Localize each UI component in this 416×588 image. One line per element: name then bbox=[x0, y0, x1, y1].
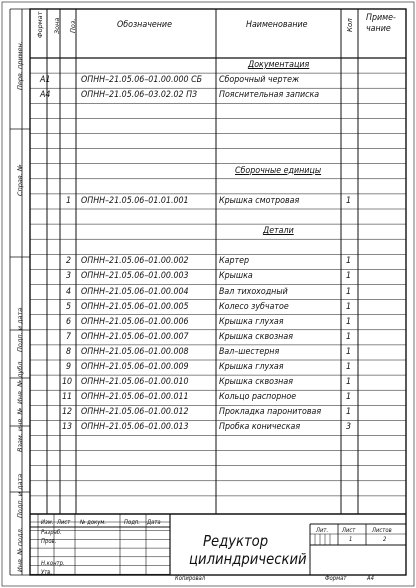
header-format: Формат bbox=[36, 11, 44, 38]
side-podp-data-2: Подп. и дата bbox=[16, 473, 24, 518]
header-pos: Поз. bbox=[69, 18, 77, 33]
cell-position: 11 bbox=[62, 392, 73, 403]
side-sprav: Справ. № bbox=[16, 164, 24, 196]
cell-position: 2 bbox=[66, 256, 72, 267]
cell-qty: 1 bbox=[346, 331, 352, 342]
cell-designation: ОПНН–21.05.06–01.00.012 bbox=[81, 407, 189, 418]
cell-designation: ОПНН–21.05.06–01.00.002 bbox=[81, 256, 189, 267]
stamp-nkontr: Н.контр. bbox=[41, 560, 65, 567]
cell-designation: ОПНН–21.05.06–01.00.004 bbox=[81, 286, 189, 297]
stamp-list-value: 1 bbox=[349, 536, 353, 543]
cell-qty: 1 bbox=[346, 286, 352, 297]
stamp-title-line2: цилиндрический bbox=[189, 550, 307, 568]
header-zone: Зона bbox=[53, 17, 61, 34]
cell-name: Картер bbox=[219, 256, 250, 267]
cell-designation: ОПНН–21.05.06–01.01.001 bbox=[81, 195, 189, 206]
cell-name: Крышка bbox=[219, 271, 253, 282]
cell-name: Вал тихоходный bbox=[219, 286, 288, 297]
cell-position: 5 bbox=[66, 301, 72, 312]
cell-designation: ОПНН–21.05.06–01.00.000 СБ bbox=[81, 75, 203, 86]
cell-name: Крышка глухая bbox=[219, 316, 284, 327]
stamp-razrab: Разраб. bbox=[41, 529, 62, 536]
cell-qty: 1 bbox=[346, 377, 352, 388]
cell-designation: ОПНН–21.05.06–01.00.010 bbox=[81, 377, 189, 388]
cell-position: 4 bbox=[66, 286, 72, 297]
cell-name: Колесо зубчатое bbox=[219, 301, 289, 312]
stamp-data: Дата bbox=[147, 519, 161, 526]
side-podp-data-1: Подп. и дата bbox=[16, 307, 24, 352]
stamp-utv: Утв. bbox=[41, 569, 53, 576]
cell-qty: 1 bbox=[346, 316, 352, 327]
stamp-listov-value: 2 bbox=[383, 536, 387, 543]
cell-position: 8 bbox=[66, 346, 72, 357]
cell-qty: 1 bbox=[346, 271, 352, 282]
cell-designation: ОПНН–21.05.06–01.00.005 bbox=[81, 301, 189, 312]
stamp-title-line1: Редуктор bbox=[203, 532, 269, 550]
cell-position: 13 bbox=[62, 422, 73, 433]
stamp-prov: Пров. bbox=[41, 538, 57, 545]
cell-qty: 1 bbox=[346, 346, 352, 357]
cell-name: Прокладка паронитовая bbox=[219, 407, 322, 418]
footer-format: Формат bbox=[325, 575, 347, 582]
cell-name: Крышка глухая bbox=[219, 362, 284, 372]
cell-name: Пояснительная записка bbox=[219, 90, 320, 101]
side-inv-dubl: Инв. № дубл. bbox=[16, 359, 24, 404]
header-qty: Кол bbox=[346, 18, 354, 32]
side-vzam-inv: Взам. инв. № bbox=[16, 407, 24, 452]
cell-name: Крышка сквозная bbox=[219, 331, 293, 342]
stamp-podp: Подп. bbox=[124, 519, 140, 526]
stamp-izm: Изм. bbox=[41, 519, 54, 526]
header-name: Наименование bbox=[246, 20, 308, 30]
cell-position: 9 bbox=[66, 362, 72, 372]
cell-designation: ОПНН–21.05.06–01.00.006 bbox=[81, 316, 189, 327]
stamp-listov-label: Листов bbox=[372, 527, 392, 534]
cell-designation: ОПНН–21.05.06–01.00.011 bbox=[81, 392, 189, 403]
footer-kopiroval: Копировал bbox=[175, 575, 206, 582]
cell-qty: 1 bbox=[346, 362, 352, 372]
side-inv-podl: Инв. № подл. bbox=[16, 527, 24, 572]
cell-position: 10 bbox=[62, 377, 73, 388]
cell-name: Крышка сквозная bbox=[219, 377, 293, 388]
cell-qty: 1 bbox=[346, 392, 352, 403]
cell-position: 3 bbox=[66, 271, 72, 282]
cell-name: Кольцо распорное bbox=[219, 392, 297, 403]
cell-name: Крышка смотровая bbox=[219, 195, 300, 206]
cell-designation: ОПНН–21.05.06–01.00.007 bbox=[81, 331, 189, 342]
side-perv-primen: Перв. примен. bbox=[16, 41, 24, 90]
cell-format: А1 bbox=[40, 75, 51, 86]
stamp-list: Лист bbox=[57, 519, 71, 526]
cell-position: 7 bbox=[66, 331, 72, 342]
stamp-list-label: Лист bbox=[342, 527, 356, 534]
cell-position: 12 bbox=[62, 407, 73, 418]
cell-qty: 1 bbox=[346, 256, 352, 267]
stamp-lit: Лит. bbox=[316, 527, 329, 534]
cell-qty: 1 bbox=[346, 195, 352, 206]
header-note-line2: чание bbox=[366, 24, 391, 34]
cell-designation: ОПНН–21.05.06–01.00.009 bbox=[81, 362, 189, 372]
cell-designation: ОПНН–21.05.06–03.02.02 ПЗ bbox=[81, 90, 198, 101]
header-designation: Обозначение bbox=[117, 20, 172, 30]
stamp-ndokum: № докум. bbox=[80, 519, 107, 526]
cell-qty: 1 bbox=[346, 301, 352, 312]
section-title: Документация bbox=[247, 60, 310, 70]
cell-format: А4 bbox=[40, 90, 51, 101]
cell-position: 6 bbox=[66, 316, 72, 327]
section-title: Детали bbox=[263, 226, 294, 237]
cell-designation: ОПНН–21.05.06–01.00.013 bbox=[81, 422, 189, 433]
cell-name: Сборочный чертеж bbox=[219, 75, 300, 86]
cell-name: Пробка коническая bbox=[219, 422, 301, 433]
cell-position: 1 bbox=[66, 195, 72, 206]
cell-qty: 1 bbox=[346, 407, 352, 418]
cell-designation: ОПНН–21.05.06–01.00.003 bbox=[81, 271, 189, 282]
section-title: Сборочные единицы bbox=[235, 165, 322, 176]
cell-qty: 3 bbox=[346, 422, 352, 433]
header-note-line1: Приме- bbox=[366, 13, 396, 23]
cell-name: Вал–шестерня bbox=[219, 346, 280, 357]
cell-designation: ОПНН–21.05.06–01.00.008 bbox=[81, 346, 189, 357]
footer-format-value: А4 bbox=[367, 575, 374, 582]
